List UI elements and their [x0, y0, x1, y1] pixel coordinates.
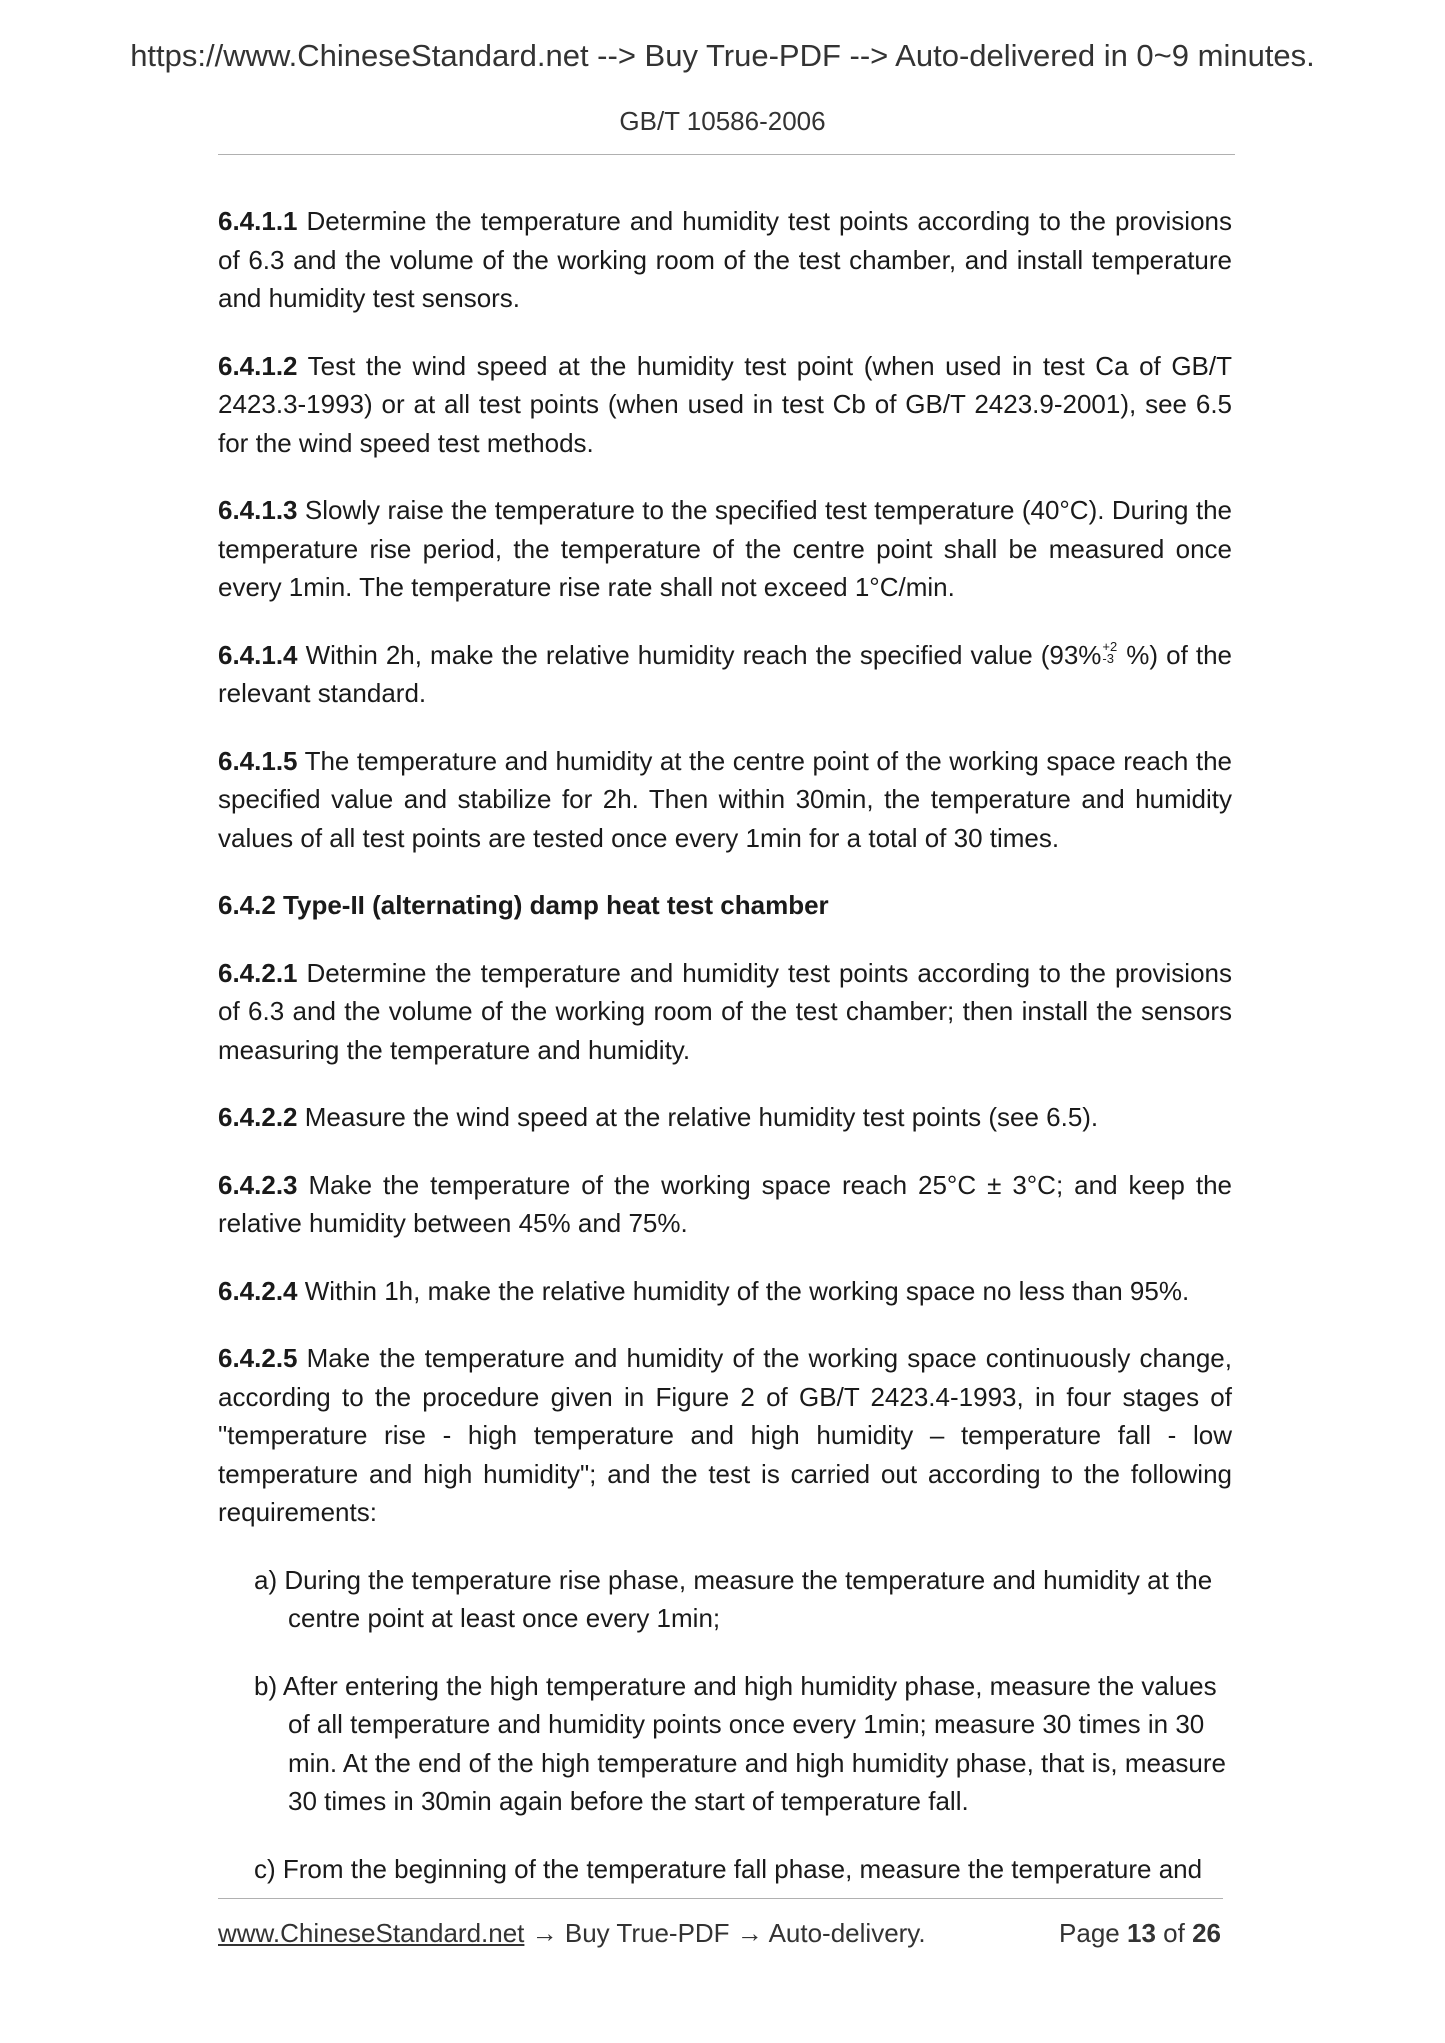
clause-number: 6.4.2.1	[218, 957, 298, 988]
footer-promo-text: → Buy True-PDF → Auto-delivery.	[524, 1918, 926, 1948]
footer-divider	[218, 1898, 1223, 1899]
clause-6-4-1-2	[218, 347, 1232, 463]
clause-6-4-2-2	[218, 1098, 1232, 1137]
footer-site-link[interactable]: www.ChineseStandard.net	[218, 1918, 525, 1948]
clause-number: 6.4.2.3	[218, 1169, 298, 1200]
clause-text-tail: %) of the relevant standard.	[218, 639, 1232, 708]
clause-text: Within 2h, make the relative humidity reach the specified value (93%	[297, 639, 1102, 670]
clause-text: Within 1h, make the relative humidity of the working space no less than 95%.	[297, 1275, 1190, 1306]
clause-number: 6.4.1.1	[218, 206, 298, 236]
clause-text: Determine the temperature and humidity test points according to the provisions of 6.3 and the volume of the working room of the test chamber, and install temperature and humidity test sensors.	[218, 206, 1232, 313]
clause-text: Make the temperature of the working space reach 25°C ± 3°C; and keep the relative humidity between 45% and 75%.	[218, 1169, 1232, 1238]
page-indicator	[1059, 1918, 1221, 1949]
tolerance-upper: +2	[1102, 638, 1118, 654]
clause-6-4-1-3	[218, 491, 1232, 607]
list-item: b) After entering the high temperature and high humidity phase, measure the values of all temperature and humidity points once every 1min; measure 30 times in 30 min. At the end of the high temperature and high humidity phase, that is, measure 30 times in 30min again before the start of temperature fall.	[254, 1670, 1227, 1816]
clause-number: 6.4.2.5	[218, 1343, 298, 1373]
clause-text: Determine the temperature and humidity test points according to the provisions of 6.3 and the volume of the working room of the test chamber; then install the sensors measuring the temperature and humidity.	[218, 957, 1232, 1065]
clause-6-4-1-1	[218, 202, 1232, 318]
list-item: a) During the temperature rise phase, measure the temperature and humidity at the centre point at least once every 1min;	[254, 1564, 1213, 1633]
clause-text: Test the wind speed at the humidity test point (when used in test Ca of GB/T 2423.3-1993) or at all test points (when used in test Cb of GB/T 2423.9-2001), see 6.5 for the wind speed test methods.	[218, 350, 1232, 458]
clause-6-4-1-5	[218, 742, 1232, 858]
page-label: Page	[1059, 1918, 1120, 1948]
list-item: c) From the beginning of the temperature fall phase, measure the temperature and	[254, 1853, 1203, 1884]
tolerance-lower: -3	[1102, 650, 1114, 666]
clause-6-4-2-1	[218, 954, 1232, 1070]
clause-text: Measure the wind speed at the relative humidity test points (see 6.5).	[297, 1102, 1099, 1132]
top-banner[interactable]: https://www.ChineseStandard.net --> Buy True-PDF --> Auto-delivered in 0~9 minutes.	[130, 38, 1315, 73]
clause-6-4-2-3	[218, 1166, 1232, 1243]
clause-6-4-2-4	[218, 1272, 1232, 1311]
clause-number: 6.4.1.3	[218, 495, 298, 525]
clause-number: 6.4.1.4	[218, 639, 298, 670]
clause-text: Slowly raise the temperature to the specified test temperature (40°C). During the temperature rise period, the temperature of the centre point shall be measured once every 1min. The temperature rise rate shall not exceed 1°C/min.	[218, 495, 1232, 602]
total-pages: 26	[1192, 1918, 1221, 1948]
clause-text: Make the temperature and humidity of the working space continuously change, according to the procedure given in Figure 2 of GB/T 2423.4-1993, in four stages of "temperature rise - high temperature and high humidity – temperature fall - low temperature and high humidity"; and the test is carried out according to the following requirements:	[218, 1343, 1232, 1527]
clause-6-4-2-5	[218, 1339, 1232, 1532]
footer-promo	[218, 1918, 926, 1949]
clause-number: 6.4.2.2	[218, 1102, 298, 1132]
document-code: GB/T 10586-2006	[619, 106, 826, 136]
document-body	[218, 202, 1232, 1917]
of-label: of	[1163, 1918, 1185, 1948]
clause-text: The temperature and humidity at the centre point of the working space reach the specified value and stabilize for 2h. Then within 30min, the temperature and humidity values of all test points are tested once every 1min for a total of 30 times.	[218, 745, 1232, 853]
clause-number: 6.4.1.5	[218, 745, 298, 776]
humidity-tolerance	[1102, 638, 1118, 666]
page-number: 13	[1127, 1918, 1156, 1948]
clause-number: 6.4.1.2	[218, 350, 298, 381]
clause-number: 6.4.2.4	[218, 1275, 298, 1306]
clause-6-4-1-4	[218, 636, 1232, 713]
header-divider	[218, 154, 1235, 155]
section-heading-6-4-2: 6.4.2 Type-II (alternating) damp heat test chamber	[218, 890, 829, 920]
